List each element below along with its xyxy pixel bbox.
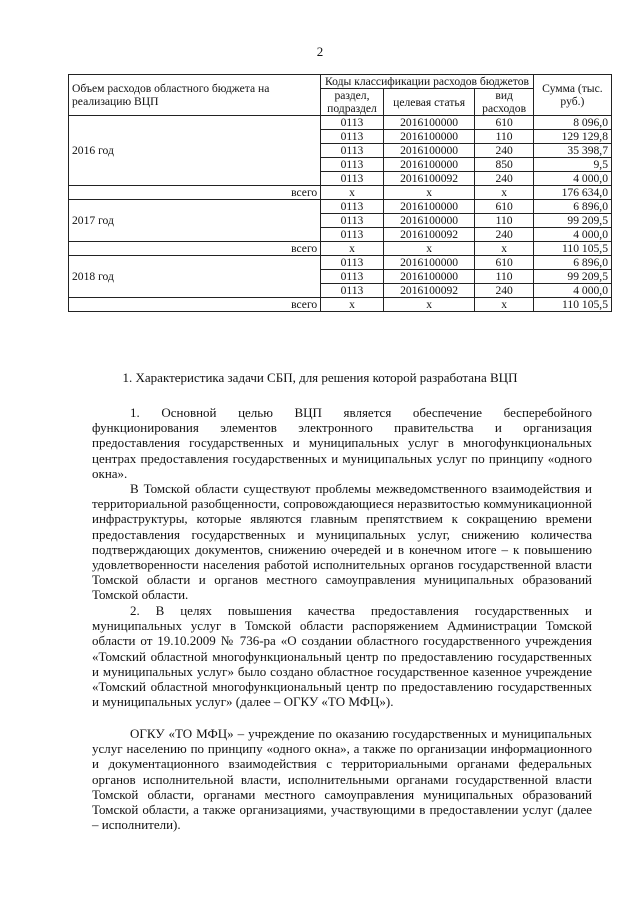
total-sum-value: 176 634,0 <box>533 186 611 200</box>
paragraph-1: 1. Основной целью ВЦП является обеспечение бесперебойного функционирования элементов электронного правительства и организация предоставления государственных и муниципальных услуг в многофункциональных центрах предоставления государственных и муниципальных услуг по принципу «одного окна». <box>92 405 592 481</box>
sum-value: 4 000,0 <box>533 228 611 242</box>
expense-type-code: 240 <box>475 228 533 242</box>
sum-value: 4 000,0 <box>533 172 611 186</box>
sum-value: 8 096,0 <box>533 116 611 130</box>
total-placeholder: х <box>321 186 384 200</box>
target-item-code: 2016100092 <box>383 284 475 298</box>
total-placeholder: х <box>383 298 475 312</box>
section-code: 0113 <box>321 284 384 298</box>
expense-type-code: 610 <box>475 256 533 270</box>
total-label: всего <box>69 298 321 312</box>
expense-type-code: 240 <box>475 144 533 158</box>
table-row <box>69 256 612 270</box>
total-placeholder: х <box>475 242 533 256</box>
section-code: 0113 <box>321 116 384 130</box>
budget-table <box>68 74 612 312</box>
target-item-code: 2016100000 <box>383 130 475 144</box>
expense-type-code: 240 <box>475 172 533 186</box>
table-row <box>69 116 612 130</box>
table-row <box>69 200 612 214</box>
header-section: раздел, подраздел <box>321 89 384 116</box>
total-placeholder: х <box>475 298 533 312</box>
header-sum: Сумма (тыс. руб.) <box>533 75 611 116</box>
target-item-code: 2016100000 <box>383 158 475 172</box>
total-sum-value: 110 105,5 <box>533 242 611 256</box>
target-item-code: 2016100000 <box>383 116 475 130</box>
sum-value: 35 398,7 <box>533 144 611 158</box>
year-label: 2018 год <box>69 256 321 298</box>
total-label: всего <box>69 186 321 200</box>
table-header-row <box>69 75 612 89</box>
section-code: 0113 <box>321 144 384 158</box>
total-placeholder: х <box>383 186 475 200</box>
target-item-code: 2016100000 <box>383 214 475 228</box>
section-code: 0113 <box>321 172 384 186</box>
total-label: всего <box>69 242 321 256</box>
expense-type-code: 110 <box>475 130 533 144</box>
total-row <box>69 186 612 200</box>
sum-value: 99 209,5 <box>533 270 611 284</box>
target-item-code: 2016100092 <box>383 228 475 242</box>
sum-value: 4 000,0 <box>533 284 611 298</box>
header-target-item: целевая статья <box>383 89 475 116</box>
expense-type-code: 110 <box>475 270 533 284</box>
paragraph-4: ОГКУ «ТО МФЦ» – учреждение по оказанию государственных и муниципальных услуг населению по принципу «одного окна», а также по организации информационного и документационного взаимодействия с территориальными органами федеральных органов исполнительной власти, исполнительными органами государственной власти Томской области, органами местного самоуправления муниципальных образований Томской области, а также организациями, участвующими в предоставлении услуг (далее – исполнители). <box>92 726 592 833</box>
year-label: 2017 год <box>69 200 321 242</box>
sum-value: 6 896,0 <box>533 256 611 270</box>
total-row <box>69 242 612 256</box>
expense-type-code: 850 <box>475 158 533 172</box>
section-code: 0113 <box>321 214 384 228</box>
expense-type-code: 110 <box>475 214 533 228</box>
section-code: 0113 <box>321 270 384 284</box>
total-placeholder: х <box>321 298 384 312</box>
sum-value: 6 896,0 <box>533 200 611 214</box>
target-item-code: 2016100000 <box>383 270 475 284</box>
section-code: 0113 <box>321 200 384 214</box>
total-placeholder: х <box>475 186 533 200</box>
target-item-code: 2016100000 <box>383 200 475 214</box>
section-code: 0113 <box>321 256 384 270</box>
total-placeholder: х <box>383 242 475 256</box>
paragraph-2: В Томской области существуют проблемы межведомственного взаимодействия и территориальной разобщенности, сопровождающиеся неразвитостью коммуникационной инфраструктуры, которые являются главным препятствием к сокращению времени предоставления государственных и муниципальных услуг, снижению количества подтверждающих документов, снижению очередей и в конечном итоге – к повышению удовлетворенности населения работой исполнительных органов государственной власти Томской области и органов местного самоуправления муниципальных образований Томской области. <box>92 481 592 603</box>
page-number: 2 <box>316 44 324 59</box>
sum-value: 99 209,5 <box>533 214 611 228</box>
target-item-code: 2016100000 <box>383 256 475 270</box>
expense-type-code: 610 <box>475 200 533 214</box>
total-row <box>69 298 612 312</box>
year-label: 2016 год <box>69 116 321 186</box>
header-expense-type: вид расходов <box>475 89 533 116</box>
total-sum-value: 110 105,5 <box>533 298 611 312</box>
expense-type-code: 610 <box>475 116 533 130</box>
header-classification-codes: Коды классификации расходов бюджетов <box>321 75 534 89</box>
header-budget-volume: Объем расходов областного бюджета на реализацию ВЦП <box>69 75 321 116</box>
paragraph-3: 2. В целях повышения качества предоставления государственных и муниципальных услуг в Томской области распоряжением Администрации Томской области от 19.10.2009 № 736-ра «О создании областного государственного учреждения «Томский областной многофункциональный центр по предоставлению государственных и муниципальных услуг» было создано областное государственное казенное учреждение «Томский областной многофункциональный центр по предоставлению государственных и муниципальных услуг» (далее – ОГКУ «ТО МФЦ»). <box>92 603 592 710</box>
section-code: 0113 <box>321 130 384 144</box>
sum-value: 9,5 <box>533 158 611 172</box>
expense-type-code: 240 <box>475 284 533 298</box>
section-heading: 1. Характеристика задачи СБП, для решения которой разработана ВЦП <box>122 370 518 385</box>
target-item-code: 2016100000 <box>383 144 475 158</box>
section-code: 0113 <box>321 228 384 242</box>
sum-value: 129 129,8 <box>533 130 611 144</box>
target-item-code: 2016100092 <box>383 172 475 186</box>
total-placeholder: х <box>321 242 384 256</box>
section-code: 0113 <box>321 158 384 172</box>
